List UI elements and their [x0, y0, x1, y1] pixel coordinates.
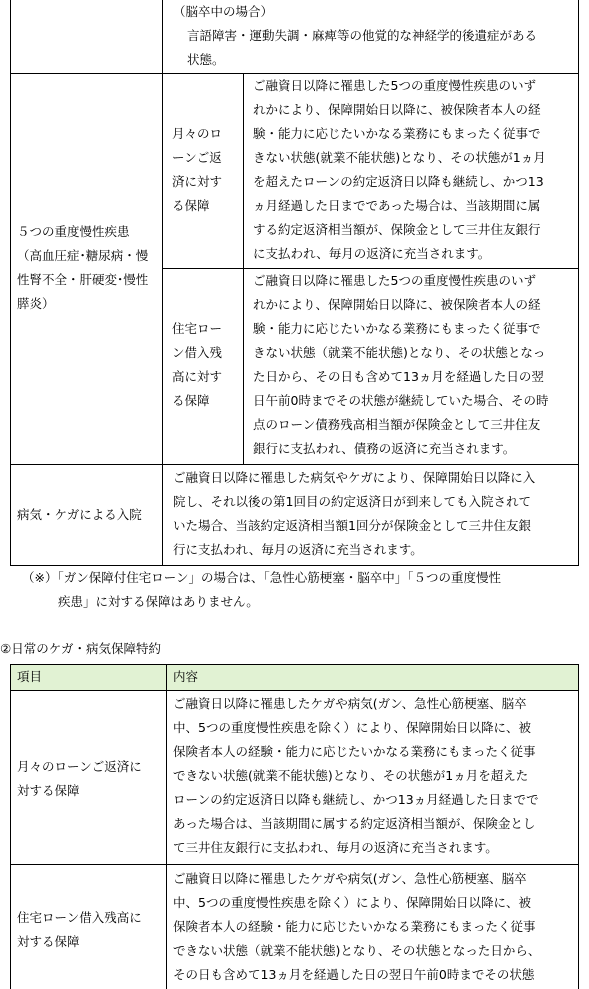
chronic-label-line: （高血圧症･糖尿病・慢 — [17, 248, 149, 263]
balance-desc-line: 銀行に支払われ、債務の返済に充当されます。 — [253, 441, 516, 456]
row-desc-line: 保険者本人の経験・能力に応じたいかなる業務にもまったく従事 — [173, 919, 536, 934]
hospitalization-label: 病気・ケガによる入院 — [17, 507, 142, 522]
row-desc-line: て三井住友銀行に支払われ、毎月の返済に充当されます。 — [173, 840, 498, 855]
balance-label-line: 住宅ロー — [172, 321, 223, 336]
stroke-desc-line: 状態。 — [187, 52, 225, 67]
stroke-case-heading: （脳卒中の場合） — [173, 4, 274, 19]
row-desc-line: 中、5つの重度慢性疾患を除く）により、保障開始日以降に、被 — [173, 720, 531, 735]
row-desc-line: ローンの約定返済日以降も継続し、かつ13ヵ月経過した日までで — [173, 792, 539, 807]
balance-desc-line: きない状態（就業不能状態)となり、その状態となっ — [253, 345, 546, 360]
table-border — [10, 864, 579, 865]
row-desc-line: 保険者本人の経験・能力に応じたいかなる業務にもまったく従事 — [173, 744, 536, 759]
row-label-line: 月々のローンご返済に — [17, 759, 142, 774]
row-desc-line: できない状態(就業不能状態)となり、その状態が1ヵ月を超えた — [173, 768, 529, 783]
table-border — [10, 664, 579, 665]
stroke-desc-line: 言語障害・運動失調・麻痺等の他覚的な神経学的後遺症がある — [187, 28, 538, 43]
balance-desc-line: 験・能力に応じたいかなる業務にもまったく従事で — [253, 321, 541, 336]
monthly-label-line: 月々のロ — [172, 126, 223, 141]
table-border — [578, 664, 579, 989]
balance-label-line: 高に対す — [172, 369, 223, 384]
monthly-desc-line: ヵ月経過した日までであった場合は、当該期間に属 — [253, 198, 541, 213]
column-header-content: 内容 — [173, 669, 199, 684]
footnote-line: 疾患」に対する保障はありません。 — [58, 594, 259, 609]
hospitalization-desc-line: 行に支払われ、毎月の返済に充当されます。 — [173, 542, 423, 557]
balance-label-line: ン借入残 — [172, 345, 223, 360]
monthly-desc-line: きない状態(就業不能状態)となり、その状態が1ヵ月 — [253, 150, 546, 165]
monthly-desc-line: に支払われ、毎月の返済に充当されます。 — [253, 246, 491, 261]
monthly-desc-line: ご融資日以降に罹患した5つの重度慢性疾患のいず — [253, 78, 536, 93]
table-border — [166, 664, 167, 989]
balance-desc-line: れかにより、保障開始日以降に、被保険者本人の経 — [253, 297, 541, 312]
chronic-label-line: ５つの重度慢性疾患 — [17, 224, 130, 239]
monthly-label-line: 済に対す — [172, 174, 223, 189]
table-border — [578, 0, 579, 566]
table-border — [10, 664, 11, 989]
row-desc-line: 中、5つの重度慢性疾患を除く）により、保障開始日以降に、被 — [173, 895, 531, 910]
hospitalization-desc-line: ご融資日以降に罹患した病気やケガにより、保障開始日以降に入 — [173, 470, 536, 485]
monthly-label-line: ーンご返 — [172, 150, 222, 165]
table-border — [10, 464, 579, 465]
row-desc-line: あった場合は、当該期間に属する約定返済相当額が、保険金とし — [173, 816, 536, 831]
table-border — [10, 0, 11, 566]
chronic-label-line: 性腎不全・肝硬変･慢性 — [17, 272, 149, 287]
row-desc-line: その日も含めて13ヵ月を経過した日の翌日午前0時までその状態 — [173, 967, 535, 982]
row-desc-line: できない状態（就業不能状態)となり、その状態となった日から、 — [173, 943, 541, 958]
balance-desc-line: 日午前0時までその状態が継続していた場合、その時 — [253, 393, 549, 408]
row-label-line: 住宅ローン借入残高に — [17, 910, 142, 925]
balance-desc-line: ご融資日以降に罹患した5つの重度慢性疾患のいず — [253, 273, 536, 288]
balance-desc-line: た日から、その日も含めて13ヵ月を経過した日の翌 — [253, 369, 544, 384]
balance-desc-line: 点のローン債務残高相当額が保険金として三井住友 — [253, 417, 541, 432]
hospitalization-desc-line: 院し、それ以後の第1回目の約定返済日が到来しても入院されて — [173, 494, 531, 509]
table-border — [162, 0, 163, 566]
monthly-desc-line: を超えたローンの約定返済日以降も継続し、かつ13 — [253, 174, 544, 189]
table-border — [10, 690, 579, 691]
row-desc-line: ご融資日以降に罹患したケガや病気(ガン、急性心筋梗塞、脳卒 — [173, 871, 527, 886]
monthly-label-line: る保障 — [172, 198, 210, 213]
monthly-desc-line: れかにより、保障開始日以降に、被保険者本人の経 — [253, 102, 541, 117]
row-label-line: 対する保障 — [17, 783, 80, 798]
hospitalization-desc-line: いた場合、当該約定返済相当額1回分が保険金として三井住友銀 — [173, 518, 531, 533]
table-border — [243, 73, 244, 465]
chronic-label-line: 膵炎） — [17, 296, 55, 311]
column-header-item: 項目 — [17, 669, 43, 684]
section-title: ②日常のケガ・病気保障特約 — [0, 641, 161, 656]
balance-label-line: る保障 — [172, 393, 210, 408]
row-desc-line: ご融資日以降に罹患したケガや病気(ガン、急性心筋梗塞、脳卒 — [173, 696, 527, 711]
row-label-line: 対する保障 — [17, 934, 80, 949]
monthly-desc-line: 験・能力に応じたいかなる業務にもまったく従事で — [253, 126, 541, 141]
table-header-background — [11, 665, 578, 690]
footnote-line: （※）「ガン保障付住宅ローン」の場合は、「急性心筋梗塞・脳卒中」「５つの重度慢性 — [22, 570, 501, 585]
monthly-desc-line: する約定返済相当額が、保険金として三井住友銀行 — [253, 222, 541, 237]
